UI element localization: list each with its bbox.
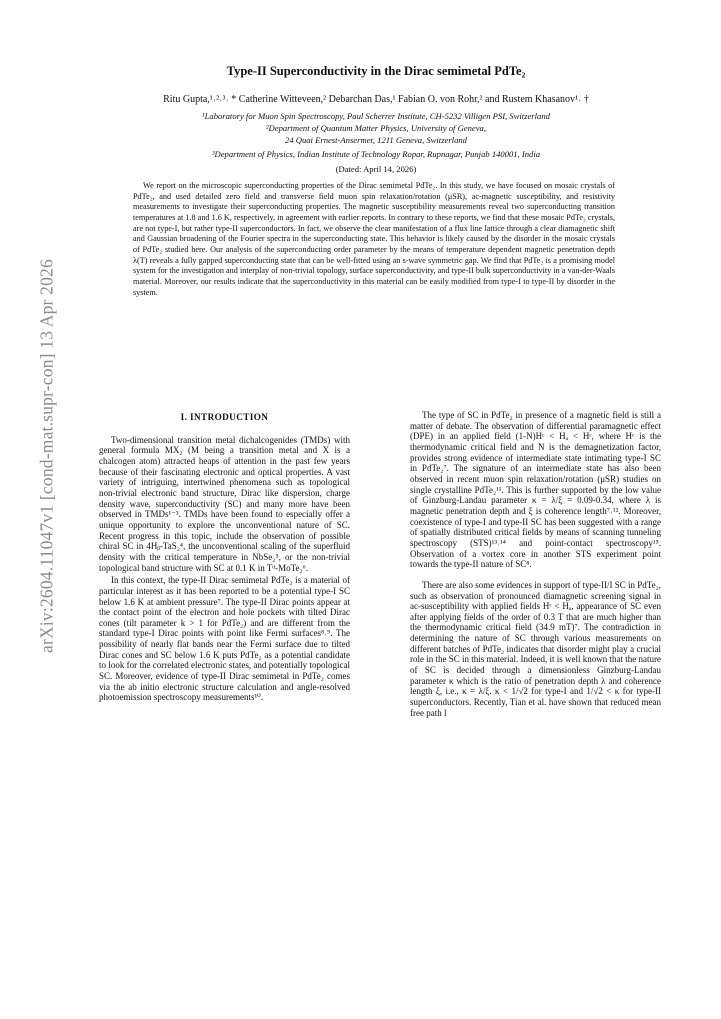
right-column xyxy=(410,410,661,718)
abstract xyxy=(133,181,615,298)
affiliation-2a: ²Department of Quantum Matter Physics, University of Geneva, xyxy=(265,123,486,133)
paragraph: The type of SC in PdTe₂ in presence of a magnetic field is still a matter of debate. The observation of differential paramagnetic effect (DPE) in an applied field (1-N)Hᶜ < Hₐ < Hᶜ, where Hᶜ is the thermodynamic critical field and N is the demagnetization factor, provides strong evidence of intermediate state intimating type-I SC in PdTe₂⁷. The signature of an intermediate state has also been observed in recent muon spin relaxation/rotation (μSR) studies on single crystalline PdTe₂¹¹. This is further supported by the low value of Ginzburg-Landau parameter κ = λ/ξ = 0.09-0.34, where λ is magnetic penetration depth and ξ is coherence length⁷˒¹². Moreover, coexistence of type-I and type-II SC has been suggested with a range of spatially distributed critical fields by means of scanning tunneling spectroscopy (STS)¹³˒¹⁴ and point-contact spectroscopy¹⁵. Observation of a vortex core in another STS experiment point towards the type-II nature of SC⁸. xyxy=(410,410,661,570)
paper-title: Type-II Superconductivity in the Dirac semimetal PdTe₂ xyxy=(226,64,526,78)
affiliation-3: ³Department of Physics, Indian Institute of Technology Ropar, Rupnagar, Punjab 140001, India xyxy=(211,149,541,159)
paragraph: There are also some evidences in support of type-II/I SC in PdTe₂, such as observation of pronounced diamagnetic screening signal in ac-susceptibility with applied fields Hᶜ < Hₐ, appearance of SC even after applying fields of the order of 0.3 T that are much higher than the thermodynamic critical field (34.9 mT)⁷. The contradiction in determining the nature of SC through various measurements on different batches of PdTe₂ indicates that disorder might play a crucial role in the SC in this material. Indeed, it is well known that the nature of SC is decided through a dimensionless Ginzburg-Landau parameter κ which is the ratio of penetration depth λ and coherence length ξ, i.e., κ = λ/ξ. κ < 1/√2 for type-I and 1/√2 < κ for type-II superconductors. Recently, Tian et al. have shown that reduced mean free path l xyxy=(410,579,661,718)
abstract-text: We report on the microscopic superconducting properties of the Dirac semimetal PdTe₂. In this study, we have focused on mosaic crystals of PdTe₂, and used detailed zero field and transverse field muon spin relaxation/rotation (μSR), ac-magnetic susceptibility, and resistivity measurements to investigate their superconducting properties. The magnetic susceptibility measurements reveal two superconducting transition temperatures at 1.8 and 1.6 K, respectively, in agreement with earlier reports. In contrary to these reports, we find that these mosaic PdTe₂ crystals, are not type-I, but rather type-II superconductors. In fact, we observe the clear manifestation of a flux line lattice through a clear diamagnetic shift and Gaussian broadening of the Fourier spectra in the superconducting state. This behavior is likely caused by the disorder in the mosaic crystals of PdTe₂ studied here. Our analysis of the superconducting order parameter by the means of temperature dependent magnetic penetration depth λ(T) reveals a fully gapped superconducting state that can be well-fitted using an s-wave symmetric gap. We find that PdTe₂ is a promising model system for the investigation and interplay of non-trivial topology, surface superconductivity, and type-II bulk superconductivity in a van-der-Waals material. Moreover, our results indicate that the superconductivity in this material can be easily modified from type-I to type-II by disorder in the system. xyxy=(133,181,615,297)
dated-line: (Dated: April 14, 2026) xyxy=(335,164,417,174)
author-list: Ritu Gupta,¹˒²˒³˒ * Catherine Witteveen,² Debarchan Das,¹ Fabian O. von Rohr,² and Rustem Khasanov¹˒ † xyxy=(163,94,589,105)
section-heading: I. INTRODUCTION xyxy=(180,412,269,422)
left-column xyxy=(99,412,350,703)
affiliation-1: ¹Laboratory for Muon Spin Spectroscopy, Paul Scherrer Institute, CH-5232 Villigen PSI, Switzerland xyxy=(202,111,550,121)
arxiv-id-text: arXiv:2604.11047v1 [cond-mat.supr-con] 13 Apr 2026 xyxy=(36,259,57,653)
paragraph: In this context, the type-II Dirac semimetal PdTe₂ is a material of particular interest as it has been reported to be a potential type-I SC below 1.6 K at ambient pressure⁷. The type-II Dirac points appear at the contact point of the electron and hole pockets with tilted Dirac cones (tilt parameter k > 1 for PdTe₂) and are different from the standard type-I Dirac points with point like Fermi surfaces⁸˒⁹. The possibility of nearly flat bands near the Fermi surface due to tilted Dirac cones and SC below 1.6 K puts PdTe₂ as a potential candidate to look for the correlated electronic states, and potentially topological SC. Moreover, evidence of type-II Dirac semimetal in PdTe₂ comes via the ab initio electronic structure calculation and angle-resolved photoemission spectroscopy measurements¹⁰. xyxy=(99,575,350,703)
affiliation-2b: 24 Quai Ernest-Ansermet, 1211 Geneva, Switzerland xyxy=(285,135,467,145)
paragraph: Two-dimensional transition metal dichalcogenides (TMDs) with general formula MX₂ (M being a transition metal and X is a chalcogen atom) attracted heaps of attention in the past few years because of their fascinating electronic and optical properties. A vast variety of intriguing, intertwined phenomena such as topological non-trivial electronic band structure, Dirac like dispersion, charge density wave, superconductivity (SC) and many more have been observed in TMDs¹⁻³. TMDs have been found to especially offer a unique opportunity to explore the unconventional nature of SC. Recent progress in this topic, include the observation of possible chiral SC in 4Hᵦ-TaS₂⁴, the unconventional scaling of the superfluid density with the critical temperature in NbSe₂⁵, or the non-trivial topological band structure with SC at 0.1 K in Tᵈ-MoTe₂⁶. xyxy=(99,434,350,573)
arxiv-sidebar-stamp xyxy=(36,236,58,676)
